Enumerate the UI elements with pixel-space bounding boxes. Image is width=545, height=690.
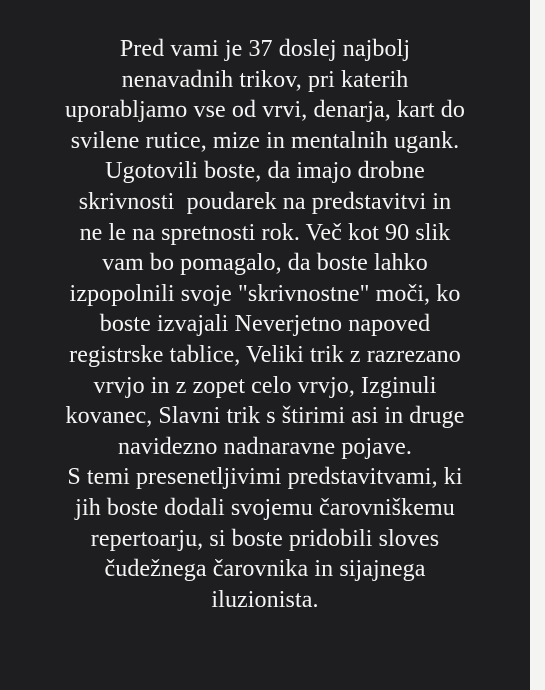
blurb-line: vam bo pomagalo, da boste lahko [102,250,428,277]
blurb-line: izpopolnili svoje "skrivnostne" moči, ko [69,280,461,307]
blurb-line: kovanec, Slavni trik s štirimi asi in druge [65,403,465,430]
blurb-line: registrske tablice, Veliki trik z razrezano [69,341,461,368]
blurb-line: iluzionista. [211,586,319,613]
blurb-line: čudežnega čarovnika in sijajnega [104,556,426,583]
blurb-line: svilene rutice, mize in mentalnih ugank. [70,127,460,154]
blurb-line: Ugotovili boste, da imajo drobne [105,158,425,185]
blurb-line: ne le na spretnosti rok. Več kot 90 slik [79,219,451,246]
blurb-line: uporabljamo vse od vrvi, denarja, kart do [65,97,465,124]
blurb-line: skrivnosti poudarek na predstavitvi in [78,188,452,215]
page-edge-strip [530,0,545,690]
blurb-line: repertoarju, si boste pridobili sloves [90,525,440,552]
blurb-line: S temi presenetljivimi predstavitvami, ki [67,464,463,491]
back-cover-blurb [0,34,530,615]
blurb-line: Pred vami je 37 doslej najbolj [119,36,411,62]
blurb-line: boste izvajali Neverjetno napoved [99,311,431,338]
blurb-line: jih boste dodali svojemu čarovniškemu [75,494,455,521]
blurb-line: vrvjo in z zopet celo vrvjo, Izginuli [93,372,437,399]
blurb-line: navidezno nadnaravne pojave. [118,433,412,460]
blurb-line: nenavadnih trikov, pri katerih [121,66,409,93]
